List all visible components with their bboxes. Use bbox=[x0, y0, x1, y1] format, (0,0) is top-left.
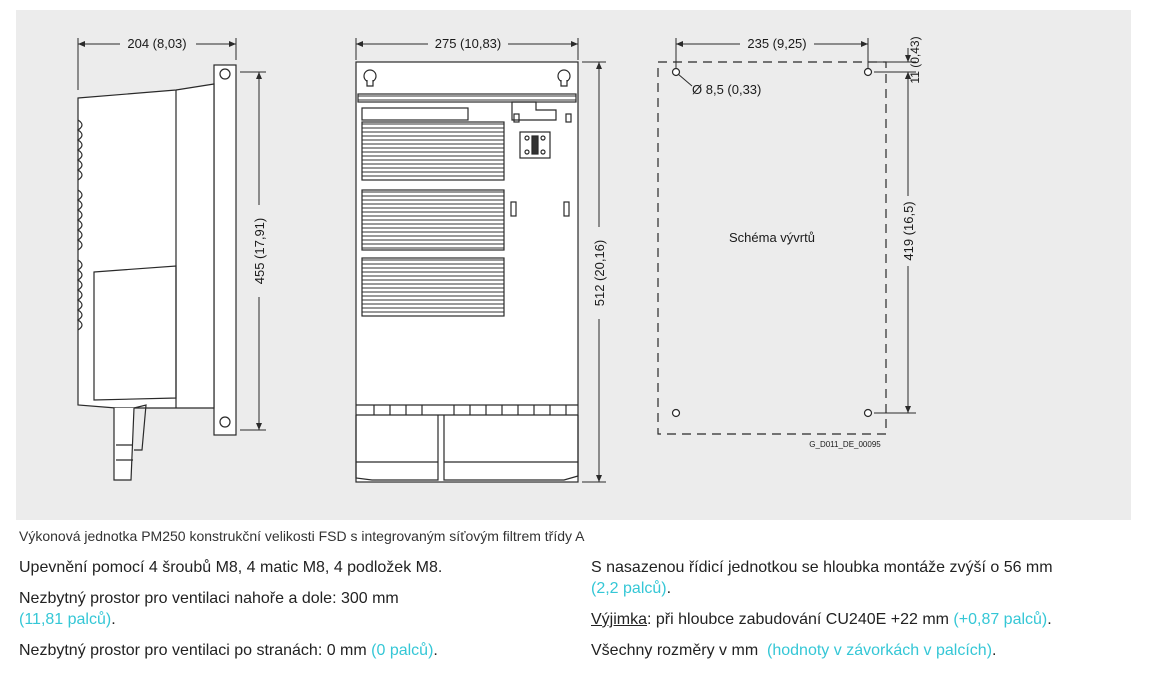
dimension-drawing bbox=[16, 10, 1131, 520]
note-mounting-text: Upevnění pomocí 4 šroubů M8, 4 matic M8, 4 podložek M8. bbox=[19, 559, 443, 576]
note-ventilation-sides-text: Nezbytný prostor pro ventilaci po stranách: 0 mm bbox=[19, 642, 367, 659]
drawing-id: G_D011_DE_00095 bbox=[809, 440, 881, 449]
note-units-inches: (hodnoty v závorkách v palcích) bbox=[767, 642, 993, 659]
front-view bbox=[356, 62, 578, 482]
front-label-plate bbox=[362, 108, 468, 120]
drill-hole-top-right-icon bbox=[865, 69, 872, 76]
drill-height-label: 419 (16,5) bbox=[901, 201, 916, 261]
drill-offset-label: 11 (0,43) bbox=[908, 36, 922, 84]
left-notes bbox=[19, 557, 579, 671]
drill-hole-bottom-left-icon bbox=[673, 410, 680, 417]
front-width-label: 275 (10,83) bbox=[434, 36, 502, 51]
note-depth-inches: (2,2 palců) bbox=[591, 580, 667, 597]
front-vent-block-2 bbox=[362, 190, 504, 250]
note-mounting bbox=[19, 557, 579, 578]
front-terminal-strip bbox=[358, 94, 576, 102]
note-exception-inches: (+0,87 palců) bbox=[953, 611, 1048, 628]
drill-hole-label: Ø 8,5 (0,33) bbox=[692, 82, 762, 97]
figure-caption: Výkonová jednotka PM250 konstrukční velikosti FSD s integrovaným síťovým filtrem třídy A bbox=[19, 528, 585, 544]
drill-width-label: 235 (9,25) bbox=[747, 36, 807, 51]
side-mounting-flange bbox=[214, 65, 236, 435]
note-ventilation-sides bbox=[19, 640, 579, 661]
side-bottom-hole-icon bbox=[220, 417, 230, 427]
drill-title: Schéma vývrtů bbox=[729, 230, 815, 245]
note-exception bbox=[591, 609, 1136, 630]
note-ventilation-sides-inches: (0 palců) bbox=[371, 642, 434, 659]
right-notes bbox=[591, 557, 1136, 671]
note-ventilation-vertical-end: . bbox=[111, 611, 116, 628]
note-depth-text: S nasazenou řídicí jednotkou se hloubka montáže zvýší o 56 mm bbox=[591, 559, 1053, 576]
side-view bbox=[78, 65, 236, 480]
side-body bbox=[78, 84, 214, 408]
side-top-hole-icon bbox=[220, 69, 230, 79]
note-depth-end: . bbox=[666, 580, 672, 597]
front-vent-block-3 bbox=[362, 258, 504, 316]
front-vent-block-1 bbox=[362, 122, 504, 180]
note-ventilation-sides-end: . bbox=[433, 642, 438, 659]
front-height-label: 512 (20,16) bbox=[592, 239, 607, 307]
note-ventilation-vertical-text: Nezbytný prostor pro ventilaci nahoře a dole: 300 mm bbox=[19, 590, 399, 607]
note-units bbox=[591, 640, 1136, 661]
drill-hole-bottom-right-icon bbox=[865, 410, 872, 417]
side-width-label: 204 (8,03) bbox=[127, 36, 187, 51]
drill-outline bbox=[658, 62, 886, 434]
note-depth bbox=[591, 557, 1136, 599]
drawing-canvas bbox=[16, 10, 1131, 520]
note-ventilation-vertical bbox=[19, 588, 579, 630]
drill-view bbox=[658, 62, 886, 434]
note-exception-end: . bbox=[1047, 611, 1052, 628]
note-units-end: . bbox=[992, 642, 997, 659]
note-units-text: Všechny rozměry v mm bbox=[591, 642, 759, 659]
side-cable-connector bbox=[114, 408, 134, 480]
note-ventilation-vertical-inches: (11,81 palců) bbox=[19, 611, 112, 628]
note-exception-label: Výjimka bbox=[591, 611, 648, 628]
note-exception-text: : při hloubce zabudování CU240E +22 mm bbox=[647, 611, 949, 628]
side-height-label: 455 (17,91) bbox=[252, 217, 267, 285]
